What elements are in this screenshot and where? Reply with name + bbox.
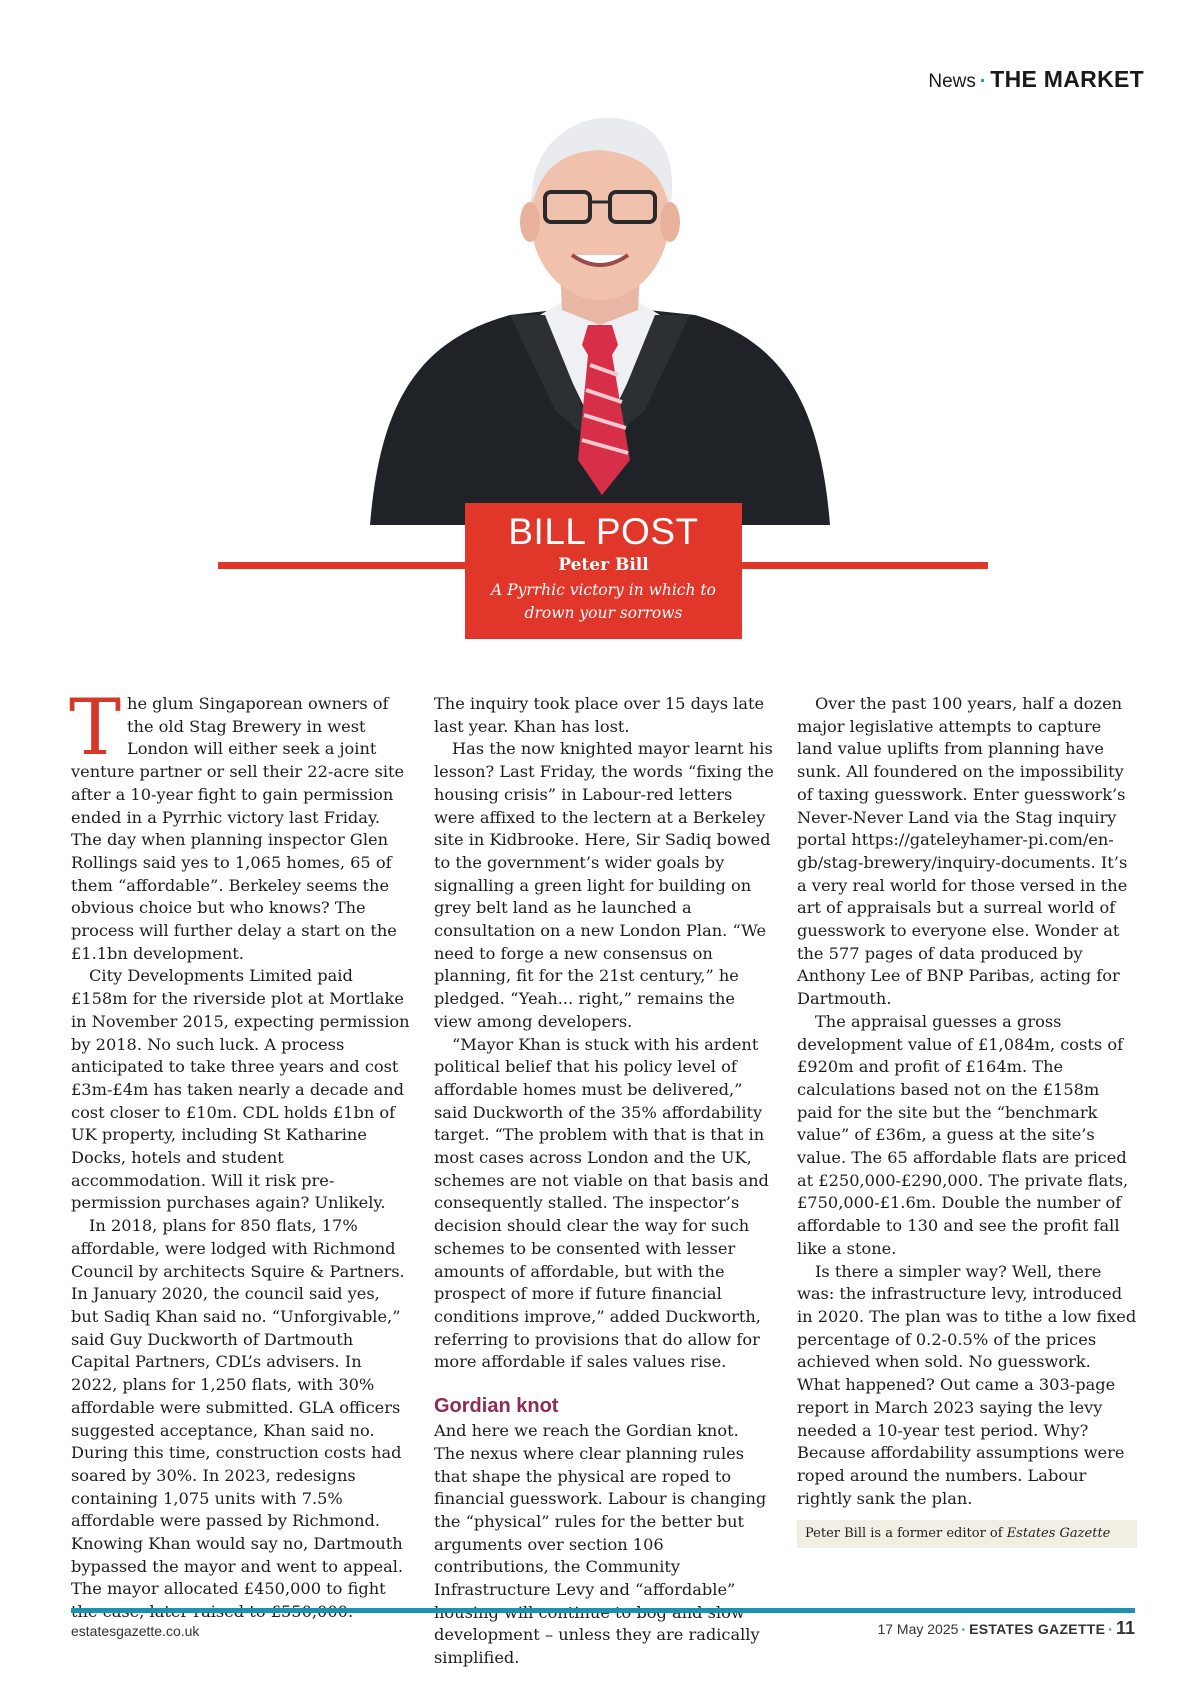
article-column-1 [69, 683, 411, 1624]
standfirst-line-2: drown your sorrows [524, 604, 683, 622]
article-column-3 [797, 693, 1137, 1548]
footer-website: estatesgazette.co.uk [71, 1623, 200, 1639]
article-paragraph: Has the now knighted mayor learnt his lesson? Last Friday, the words “fixing the housing crisis” in Labour-red letters were affixed to the lectern at a Berkeley site in Kidbrooke. Here, Sir Sadiq bowed to the government’s wider goals by signalling a green light for building on grey belt land as he launched a consultation on a new London Plan. “We need to forge a new consensus on planning, fit for the 21st century,” he pledged. “Yeah... right,” remains the view among developers. [434, 739, 774, 1031]
footer-folio [877, 1618, 1135, 1639]
footer-dot: · [961, 1621, 967, 1637]
article-paragraph: In 2018, plans for 850 flats, 17% affordable, were lodged with Richmond Council by architects Squire & Partners. In January 2020, the council said yes, but Sadiq Khan said no. “Unforgivable,” said Guy Duckworth of Dartmouth Capital Partners, CDL’s advisers. In 2022, plans for 1,250 flats, with 30% affordable were submitted. GLA officers suggested acceptance, Khan said no. During this time, construction costs had soared by 30%. In 2023, redesigns containing 1,075 units with 7.5% affordable were passed by Richmond. Knowing Khan would say no, Dartmouth bypassed the mayor and went to appeal. The mayor allocated £450,000 to fight [71, 1216, 405, 1599]
standfirst-line-1: A Pyrrhic victory in which to [491, 581, 716, 599]
article-column-2 [434, 693, 774, 1670]
article-paragraph: Over the past 100 years, half a dozen major legislative attempts to capture land value uplifts from planning have sunk. All foundered on the impossibility of taxing guesswork. Enter guesswork’s Never-Never Land via the Stag inquiry portal https://gateleyhamer-pi.com/en-gb/stag-brewery/inquiry-documents. It’s a very real world for those versed in the art of appraisals but a surreal world of guesswork to everyone else. Wonder at the 577 pages of data produced by Anthony Lee of BNP Paribas, acting for Dartmouth. [797, 694, 1128, 1009]
column-standfirst [465, 579, 742, 625]
footer-magazine: ESTATES GAZETTE [969, 1621, 1106, 1637]
footer-dot: · [1108, 1621, 1113, 1637]
author-bio-box [797, 1520, 1137, 1548]
bio-text: Peter Bill is a former editor of [805, 1526, 1007, 1542]
column-author: Peter Bill [558, 555, 649, 575]
header-separator-dot: · [979, 71, 987, 92]
article-paragraph: Is there a simpler way? Well, there was: the infrastructure levy, introduced in 2020. The plan was to tithe a low fixed percentage of 0.2-0.5% of the prices achieved when sold. No guesswork. What happened? Out came a 303-page report in March 2023 saying the levy needed a 10-year test period. Why? Because affordability assumptions were roped around the numbers. Labour rightly sank the plan. [797, 1261, 1137, 1508]
header-category: News [928, 71, 976, 92]
header-section: THE MARKET [990, 66, 1144, 92]
bio-publication: Estates Gazette [1006, 1526, 1111, 1542]
footer-page-number: 11 [1115, 1618, 1135, 1638]
article-subhead: Gordian knot [434, 1395, 559, 1418]
article-paragraph: The inquiry took place over 15 days late last year. Khan has lost. [434, 694, 765, 736]
article-paragraph: And here we reach the Gordian knot. The nexus where clear planning rules that shape the physical are roped to financial guesswork. Labour is changing the “physical” rules for the better but arguments over section 106 contributions, the Community Infrastructure Levy and “affordable” development – unless they are radically simplified. [434, 1421, 767, 1668]
article-paragraph: “Mayor Khan is stuck with his ardent political belief that his policy level of affordable homes must be delivered,” said Duckworth of the 35% affordability target. “The problem with that is that in most cases across London and the UK, schemes are not viable on that basis and consequently stalled. The inspector’s decision should clear the way for such schemes to be consented with lesser amounts of affordable, but with the prospect of more if future financial conditions improve,” added Duckworth, referring to provisions that do allow for more affordable if sales values rise. [434, 1034, 769, 1372]
article-paragraph [69, 683, 411, 965]
footer-rule [71, 1608, 1135, 1613]
paragraph-text: he glum Singaporean owners of the old Stag Brewery in west London will either seek a joint venture partner or sell their 22-acre site after a 10-year fight to gain permission ended in a Pyrrhic victory last Friday. The day when planning inspector Glen Rollings said yes to 1,065 homes, 65 of them “affordable”. Berkeley seems the obvious choice but who knows? The process will further delay a start on the £1.1bn development. [71, 694, 405, 963]
footer-date: 17 May 2025 [877, 1621, 959, 1637]
drop-cap: T [69, 683, 122, 773]
column-title: BILL POST [508, 511, 699, 552]
article-paragraph: The appraisal guesses a gross development value of £1,084m, costs of £920m and profit of £164m. The calculations based not on the £158m paid for the site but the “benchmark value” of £36m, a guess at the site’s value. The 65 affordable flats are priced at £250,000-£290,000. The private flats, £750,000-£1.6m. Double the number of affordable to 130 and see the profit fall like a stone. [797, 1011, 1129, 1258]
page-header [928, 66, 1144, 93]
article-paragraph: City Developments Limited paid £158m for the riverside plot at Mortlake in November 2015, expecting permission by 2018. No such luck. A process anticipated to take three years and cost £3m-£4m has taken nearly a decade and cost closer to £10m. CDL holds £1bn of UK property, including St Katharine Docks, hotels and student accommodation. Will it risk pre-permission purchases again? Unlikely. [71, 966, 410, 1213]
column-title-box [465, 503, 742, 639]
